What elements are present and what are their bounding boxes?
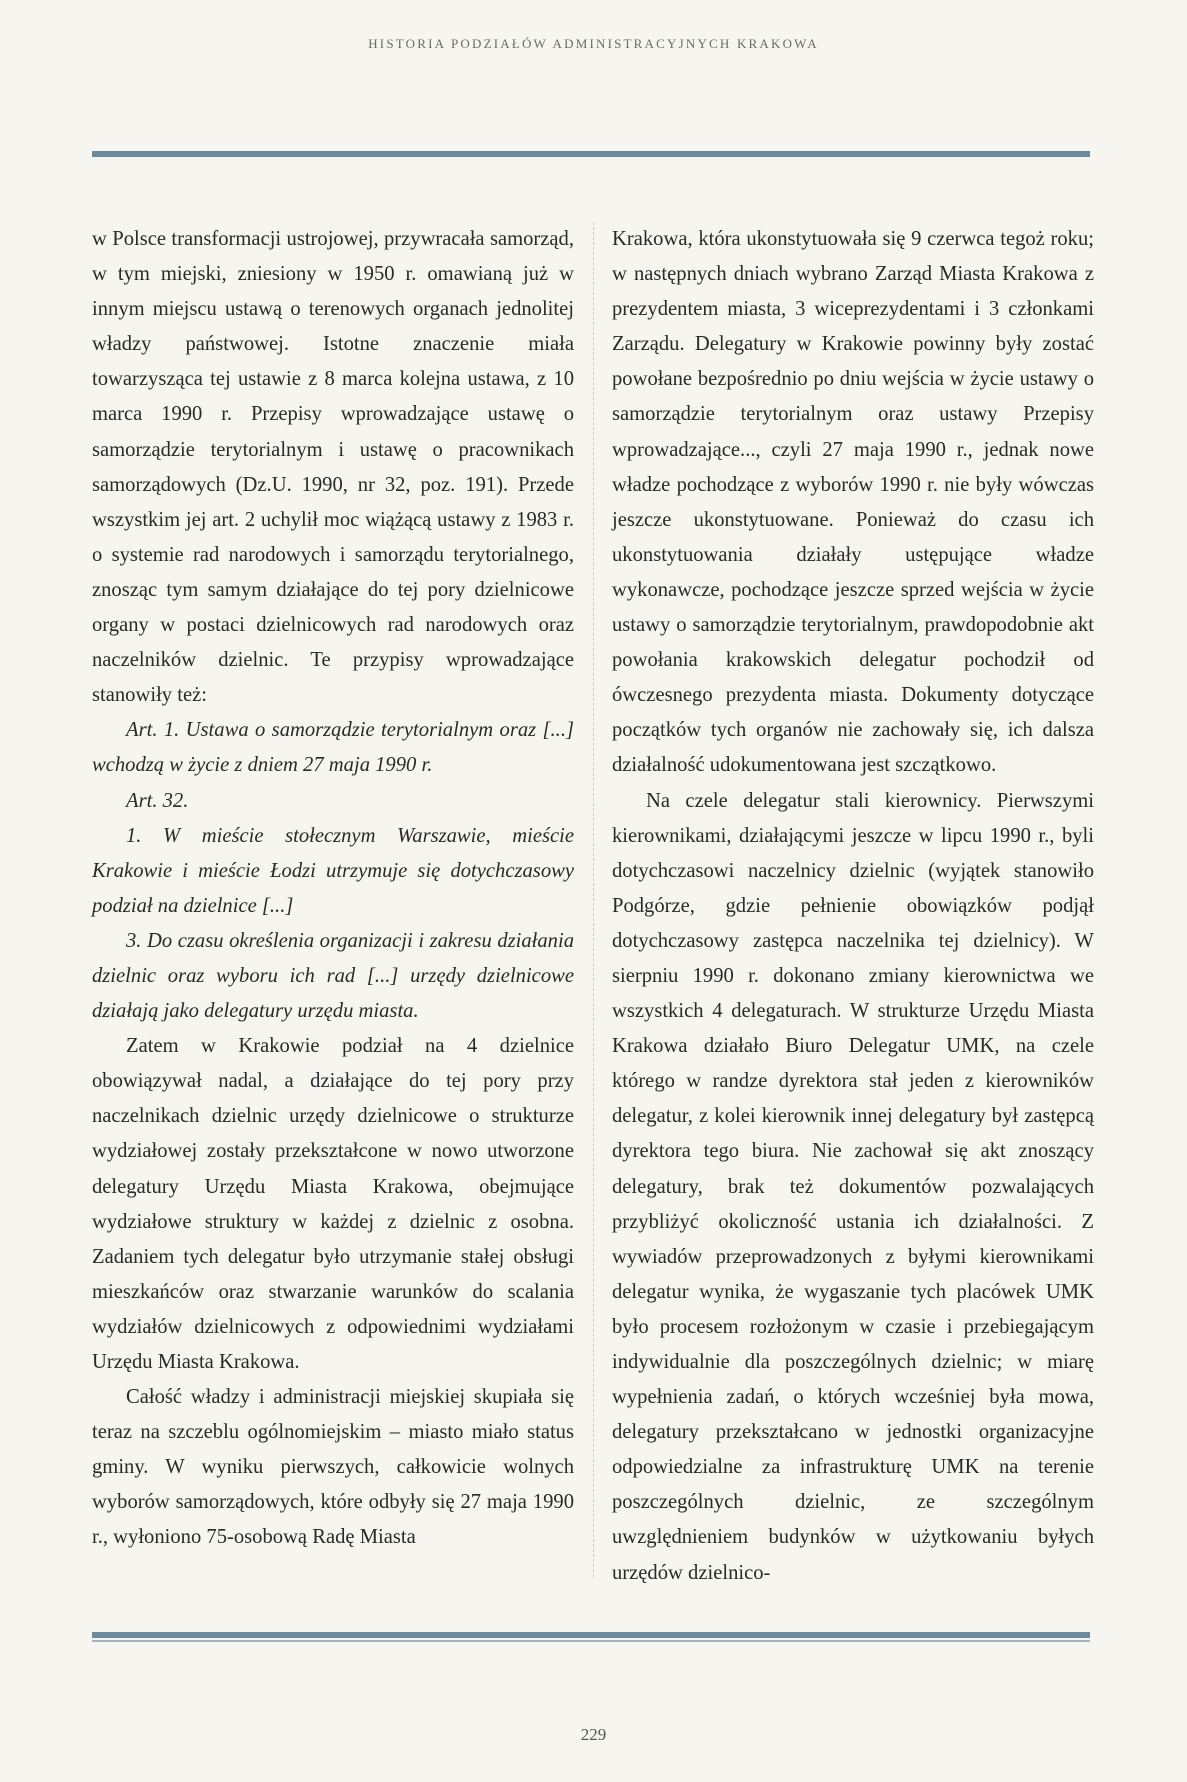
right-paragraph-2: Na czele delegatur stali kierownicy. Pierwszymi kierownikami, działającymi jeszcze w lipcu 1990 r., byli dotychczasowi naczelnicy dzielnic (wyjątek stanowiło Podgórze, gdzie pełnienie obowiązków podjął dotychczasowy zastępca naczelnika tej dzielnicy). W sierpniu 1990 r. dokonano zmiany kierownictwa we wszystkich 4 delegaturach. W strukturze Urzędu Miasta Krakowa działało Biuro Delegatur UMK, na czele którego w randze dyrektora stał jeden z kierowników delegatur, z kolei kierownik innej delegatury był zastępcą dyrektora tego biura. Nie zachował się akt znoszący delegatury, brak też dokumentów pozwalających przybliżyć okoliczność ustania ich działalności. Z wywiadów przeprowadzonych z byłymi kierownikami delegatur wynika, że wygaszanie tych placówek UMK było procesem rozłożonym w czasie i przebiegającym indywidualnie dla poszczególnych dzielnic; w miarę wypełnienia zadań, o których wcześniej była mowa, delegatury przekształcano w jednostki organizacyjne odpowiedzialne za infrastrukturę UMK na terenie poszczególnych dzielnic, ze szczególnym uwzględnieniem budynków w użytkowaniu byłych urzędów dzielnico- xyxy=(612,789,1094,1584)
quote-art-32-3: 3. Do czasu określenia organizacji i zakresu działania dzielnic oraz wyboru ich rad [...] urzędy dzielnicowe działają jako delegatury urzędu miasta. xyxy=(92,929,574,1023)
running-head: HISTORIA PODZIAŁÓW ADMINISTRACYJNYCH KRAKOWA xyxy=(368,36,819,51)
right-paragraph-1: Krakowa, która ukonstytuowała się 9 czerwca tegoż roku; w następnych dniach wybrano Zarząd Miasta Krakowa z prezydentem miasta, 3 wiceprezydentami i 3 członkami Zarządu. Delegatury w Krakowie powinny były zostać powołane bezpośrednio po dniu wejścia w życie ustawy o samorządzie terytorialnym oraz ustawy Przepisy wprowadzające..., czyli 27 maja 1990 r., jednak nowe władze pochodzące z wyborów 1990 r. nie były wówczas jeszcze ukonstytuowane. Ponieważ do czasu ich ukonstytuowania działały ustępujące władze wykonawcze, pochodzące jeszcze sprzed wejścia w życie ustawy o samorządzie terytorialnym, prawdopodobnie akt powołania krakowskich delegatur pochodził od ówczesnego prezydenta miasta. Dokumenty dotyczące początków tych organów nie zachowały się, ich dalsza działalność udokumentowana jest szczątkowo. xyxy=(612,228,1094,777)
left-column xyxy=(92,222,574,1556)
quote-art-1: Art. 1. Ustawa o samorządzie terytorialnym oraz [...] wchodzą w życie z dniem 27 maja 1990 r. xyxy=(92,719,574,777)
right-column xyxy=(612,222,1094,1591)
left-paragraph-1: w Polsce transformacji ustrojowej, przywracała samorząd, w tym miejski, zniesiony w 1950 r. omawianą już w innym miejscu ustawą o terenowych organach jednolitej władzy państwowej. Istotne znaczenie miała towarzysząca tej ustawie z 8 marca kolejna ustawa, z 10 marca 1990 r. Przepisy wprowadzające ustawę o samorządzie terytorialnym i ustawę o pracownikach samorządowych (Dz.U. 1990, nr 32, poz. 191). Przede wszystkim jej art. 2 uchylił moc wiążącą ustawy z 1983 r. o systemie rad narodowych i samorządu terytorialnego, znosząc tym samym działające do tej pory dzielnicowe organy w postaci dzielnicowych rad narodowych oraz naczelników dzielnic. Te przypisy wprowadzające stanowiły też: xyxy=(92,228,574,707)
left-paragraph-3: Całość władzy i administracji miejskiej skupiała się teraz na szczeblu ogólnomiejskim – miasto miało status gminy. W wyniku pierwszych, całkowicie wolnych wyborów samorządowych, które odbyły się 27 maja 1990 r., wyłoniono 75-osobową Radę Miasta xyxy=(92,1386,574,1549)
quote-art-32: Art. 32. xyxy=(126,789,189,812)
top-rule xyxy=(92,151,1090,157)
column-divider xyxy=(593,222,594,1577)
quote-art-32-1: 1. W mieście stołecznym Warszawie, mieście Krakowie i mieście Łodzi utrzymuje się dotychczasowy podział na dzielnice [...] xyxy=(92,824,574,917)
left-paragraph-2: Zatem w Krakowie podział na 4 dzielnice obowiązywał nadal, a działające do tej pory przy naczelnikach dzielnic urzędy dzielnicowe o strukturze wydziałowej zostały przekształcone w nowo utworzone delegatury Urzędu Miasta Krakowa, obejmujące wydziałowe struktury w każdej z dzielnic z osobna. Zadaniem tych delegatur było utrzymanie stałej obsługi mieszkańców oraz stwarzanie warunków do scalania wydziałów dzielnicowych z odpowiednimi wydziałami Urzędu Miasta Krakowa. xyxy=(92,1035,574,1373)
page-number: 229 xyxy=(580,1725,607,1744)
bottom-rule xyxy=(92,1632,1090,1638)
